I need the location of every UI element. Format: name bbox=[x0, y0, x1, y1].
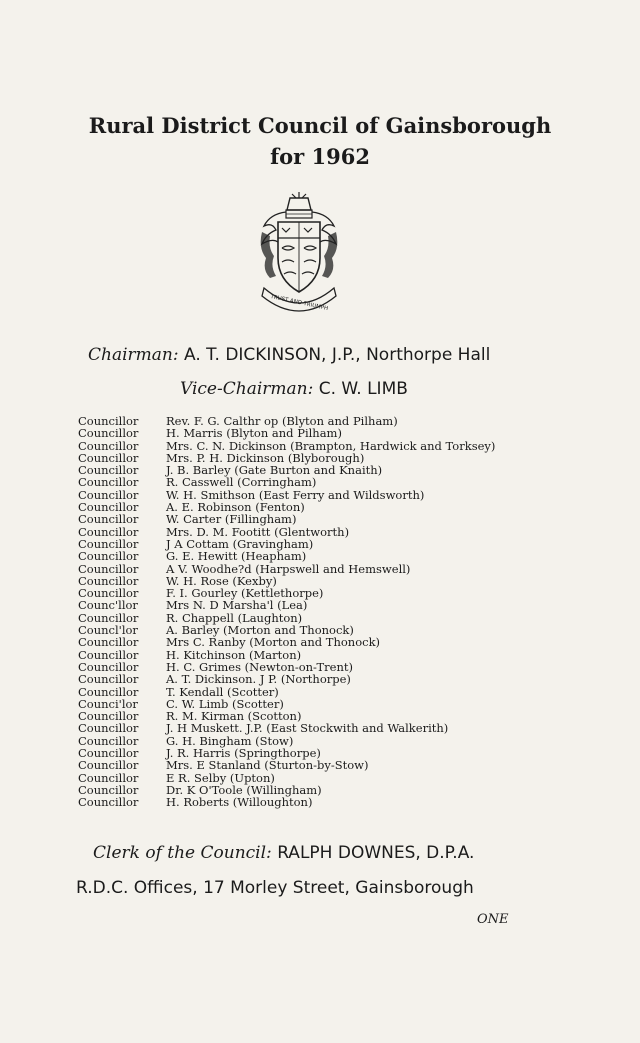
councillor-prefix: Counci'lor bbox=[78, 696, 138, 711]
councillor-prefix: Councillor bbox=[78, 463, 139, 478]
councillor-prefix: Councillor bbox=[78, 758, 139, 773]
councillor-entry: T. Kendall (Scotter) bbox=[166, 684, 279, 699]
councillor-entry: Mrs C. Ranby (Morton and Thonock) bbox=[166, 635, 381, 650]
chairman-line bbox=[88, 345, 490, 365]
councillor-prefix: Councillor bbox=[78, 709, 139, 724]
clerk-name: RALPH DOWNES, D.P.A. bbox=[277, 843, 475, 863]
councillor-row bbox=[78, 599, 518, 611]
councillor-prefix: Councillor bbox=[78, 475, 139, 490]
councillor-entry: W. H. Rose (Kexby) bbox=[166, 573, 277, 588]
councillor-prefix: Councillor bbox=[78, 721, 139, 736]
councillor-prefix: Councillor bbox=[78, 500, 139, 515]
councillor-prefix: Councillor bbox=[78, 561, 139, 576]
councillor-entry: Mrs N. D Marsha'l (Lea) bbox=[166, 598, 308, 613]
councillor-prefix: Councl'lor bbox=[78, 623, 138, 638]
year-subtitle: for 1962 bbox=[270, 144, 370, 169]
motto-text: TRUST AND TRIUMPH bbox=[269, 293, 329, 313]
councillor-row bbox=[78, 636, 518, 648]
councillor-prefix: Councillor bbox=[78, 586, 139, 601]
vice-chairman-role: Vice-Chairman: bbox=[180, 379, 314, 399]
councillor-entry: H. Marris (Blyton and Pilham) bbox=[166, 426, 342, 441]
councillor-entry: Dr. K O'Toole (Willingham) bbox=[166, 782, 322, 797]
councillor-entry: J. B. Barley (Gate Burton and Knaith) bbox=[166, 463, 383, 478]
page-number: ONE bbox=[477, 912, 509, 927]
clerk-line bbox=[93, 843, 474, 863]
councillor-entry: C. W. Limb (Scotter) bbox=[166, 696, 284, 711]
councillor-entry: R. M. Kirman (Scotton) bbox=[166, 709, 302, 724]
councillor-prefix: Councillor bbox=[78, 426, 139, 441]
councillor-entry: A V. Woodhe?d (Harpswell and Hemswell) bbox=[166, 561, 411, 576]
councillor-row bbox=[78, 722, 518, 734]
chairman-role: Chairman: bbox=[88, 345, 179, 365]
councillor-entry: R. Chappell (Laughton) bbox=[166, 610, 303, 625]
councillor-row bbox=[78, 563, 518, 575]
councillor-prefix: Councillor bbox=[78, 610, 139, 625]
councillor-entry: R. Casswell (Corringham) bbox=[166, 475, 317, 490]
councillor-entry: A. Barley (Morton and Thonock) bbox=[166, 623, 354, 638]
councillor-prefix: Councillor bbox=[78, 672, 139, 687]
councillor-entry: E R. Selby (Upton) bbox=[166, 770, 275, 785]
councillor-prefix: Councillor bbox=[78, 770, 139, 785]
councillor-entry: H. Roberts (Willoughton) bbox=[166, 795, 313, 810]
councillor-row bbox=[78, 686, 518, 698]
councillor-entry: Rev. F. G. Calthr op (Blyton and Pilham) bbox=[166, 414, 398, 428]
clerk-role: Clerk of the Council: bbox=[93, 843, 272, 863]
councillor-prefix: Councillor bbox=[78, 733, 139, 748]
councillor-prefix: Councillor bbox=[78, 536, 139, 551]
councillor-prefix: Councillor bbox=[78, 573, 139, 588]
councillor-row bbox=[78, 513, 518, 525]
chairman-name: A. T. DICKINSON, J.P., Northorpe Hall bbox=[184, 345, 491, 365]
councillor-entry: W. H. Smithson (East Ferry and Wildsworth) bbox=[166, 487, 425, 502]
council-title: Rural District Council of Gainsborough bbox=[88, 113, 552, 138]
councillor-row bbox=[78, 427, 518, 439]
councillor-entry: Mrs. P. H. Dickinson (Blyborough) bbox=[166, 450, 365, 465]
councillor-row bbox=[78, 673, 518, 685]
councillor-entry: G. H. Bingham (Stow) bbox=[166, 733, 294, 748]
councillor-row bbox=[78, 501, 518, 513]
councillor-entry: G. E. Hewitt (Heapham) bbox=[166, 549, 307, 564]
councillor-prefix: Councillor bbox=[78, 684, 139, 699]
councillor-prefix: Councillor bbox=[78, 524, 139, 539]
councillor-prefix: Councillor bbox=[78, 487, 139, 502]
councillor-prefix: Councillor bbox=[78, 659, 139, 674]
councillor-entry: Mrs. D. M. Footitt (Glentworth) bbox=[166, 524, 350, 539]
councillor-prefix: Councillor bbox=[78, 635, 139, 650]
councillor-prefix: Councillor bbox=[78, 795, 139, 810]
councillor-prefix: Councillor bbox=[78, 782, 139, 797]
councillor-prefix: Councillor bbox=[78, 647, 139, 662]
councillor-entry: Mrs. E Stanland (Sturton-by-Stow) bbox=[166, 758, 369, 773]
councillor-prefix: Councillor bbox=[78, 414, 139, 428]
councillor-entry: A. T. Dickinson. J P. (Northorpe) bbox=[166, 672, 351, 687]
councillor-entry: F. I. Gourley (Kettlethorpe) bbox=[166, 586, 324, 601]
councillor-prefix: Councillor bbox=[78, 512, 139, 527]
coat-of-arms-icon bbox=[256, 192, 342, 322]
councillor-entry: J. H Muskett. J.P. (East Stockwith and Walkerith) bbox=[166, 721, 449, 736]
councillor-row bbox=[78, 476, 518, 488]
councillor-entry: W. Carter (Fillingham) bbox=[166, 512, 297, 527]
vice-chairman-line bbox=[180, 379, 408, 399]
councillor-prefix: Councillor bbox=[78, 549, 139, 564]
councillor-prefix: Councillor bbox=[78, 450, 139, 465]
councillor-prefix: Councillor bbox=[78, 438, 139, 453]
councillor-prefix: Councillor bbox=[78, 746, 139, 761]
councillor-prefix: Counc'llor bbox=[78, 598, 138, 613]
councillor-entry: Mrs. C. N. Dickinson (Brampton, Hardwick and Torksey) bbox=[166, 438, 496, 453]
office-address: R.D.C. Offices, 17 Morley Street, Gainsborough bbox=[76, 878, 474, 898]
councillor-row bbox=[78, 759, 518, 771]
councillor-list bbox=[78, 415, 518, 809]
councillor-row bbox=[78, 550, 518, 562]
councillor-entry: H. Kitchinson (Marton) bbox=[166, 647, 302, 662]
councillor-row bbox=[78, 796, 518, 808]
councillor-entry: H. C. Grimes (Newton-on-Trent) bbox=[166, 659, 353, 674]
councillor-entry: J. R. Harris (Springthorpe) bbox=[166, 746, 321, 761]
councillor-entry: J A Cottam (Gravingham) bbox=[166, 536, 314, 551]
councillor-entry: A. E. Robinson (Fenton) bbox=[166, 500, 305, 515]
vice-chairman-name: C. W. LIMB bbox=[318, 379, 408, 399]
